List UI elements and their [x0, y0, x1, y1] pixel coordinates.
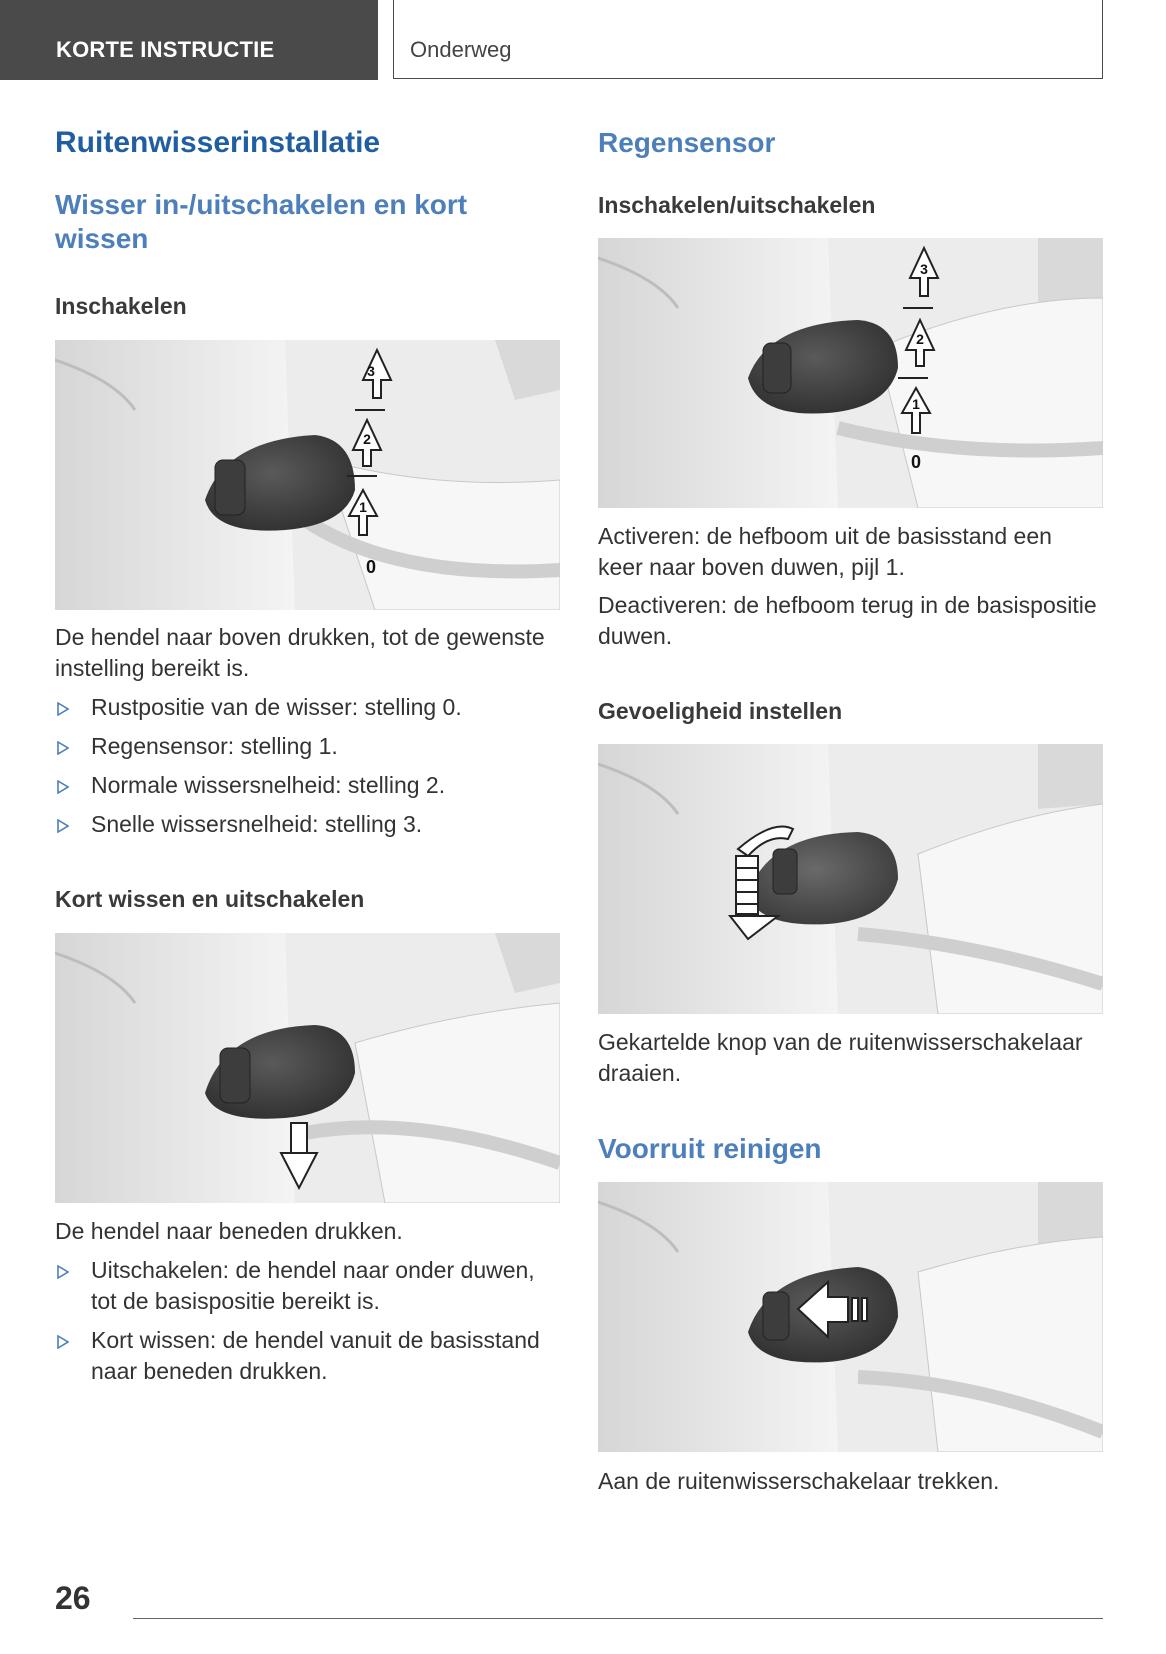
- heading-gevoeligheid: Gevoeligheid instellen: [598, 698, 843, 724]
- fig3-label-0: 0: [910, 452, 922, 472]
- bullet-triangle-icon: [57, 741, 69, 755]
- figure-lever-up-drawing: [55, 340, 560, 610]
- heading-inschakelen-uitschakelen: Inschakelen/uitschakelen: [598, 192, 876, 218]
- fig1-label-1: 1: [359, 499, 367, 515]
- section-tab: [0, 0, 378, 80]
- bullet-triangle-icon: [57, 780, 69, 794]
- regensensor-deactivate-text: Deactiveren: de hefboom terug in de basispositie duwen.: [598, 592, 1097, 649]
- bullet-text: Rustpositie van de wisser: stelling 0.: [91, 694, 462, 720]
- kort-bullets: [55, 1255, 560, 1395]
- figure-rain-sensor-drawing: [598, 238, 1103, 508]
- list-item: [55, 692, 560, 723]
- figure-knurled-knob: [598, 744, 1103, 1014]
- bullet-triangle-icon: [57, 1335, 69, 1349]
- fig3-label-3: 3: [920, 261, 928, 277]
- regensensor-activate-text: Activeren: de hefboom uit de basisstand een keer naar boven duwen, pijl 1.: [598, 523, 1052, 580]
- figure-rain-sensor: [598, 238, 1103, 508]
- list-item: [55, 1255, 560, 1317]
- section-title-wisser: Wisser in-/uitschakelen en kort wissen: [55, 189, 468, 254]
- list-item: [55, 809, 560, 840]
- figure-pull-lever-drawing: [598, 1182, 1103, 1452]
- bullet-text: Kort wissen: de hendel vanuit de basisstand naar beneden drukken.: [91, 1327, 540, 1384]
- inschakelen-text: De hendel naar boven drukken, tot de gewenste instelling bereikt is.: [55, 624, 545, 681]
- fig1-label-0: 0: [365, 557, 377, 577]
- footer-rule: [133, 1618, 1103, 1619]
- figure-knurled-knob-drawing: [598, 744, 1103, 1014]
- fig1-label-3: 3: [367, 363, 375, 379]
- bullet-text: Normale wissersnelheid: stelling 2.: [91, 772, 446, 798]
- page-number: 26: [55, 1580, 91, 1616]
- inschakelen-bullets: [55, 692, 560, 848]
- fig1-label-2: 2: [363, 431, 371, 447]
- heading-inschakelen: Inschakelen: [55, 293, 187, 319]
- fig3-label-1: 1: [912, 396, 920, 412]
- list-item: [55, 1325, 560, 1387]
- fig3-label-2: 2: [916, 331, 924, 347]
- figure-lever-down-drawing: [55, 933, 560, 1203]
- chapter-box: [393, 0, 1103, 79]
- figure-lever-down: [55, 933, 560, 1203]
- bullet-triangle-icon: [57, 819, 69, 833]
- kort-text: De hendel naar beneden drukken.: [55, 1218, 403, 1244]
- section-title-regensensor: Regensensor: [598, 127, 776, 158]
- section-title-voorruit: Voorruit reinigen: [598, 1133, 822, 1164]
- bullet-text: Snelle wissersnelheid: stelling 3.: [91, 811, 423, 837]
- list-item: [55, 770, 560, 801]
- section-label: KORTE INSTRUCTIE: [56, 37, 275, 62]
- chapter-label: Onderweg: [410, 37, 512, 62]
- gevoeligheid-text: Gekartelde knop van de ruitenwisserschakelaar draaien.: [598, 1029, 1083, 1086]
- figure-lever-up: [55, 340, 560, 610]
- bullet-text: Uitschakelen: de hendel naar onder duwen, tot de basispositie bereikt is.: [91, 1257, 535, 1314]
- bullet-triangle-icon: [57, 702, 69, 716]
- bullet-triangle-icon: [57, 1265, 69, 1279]
- page-title: Ruitenwisserinstallatie: [55, 126, 381, 159]
- voorruit-text: Aan de ruitenwisserschakelaar trekken.: [598, 1468, 1000, 1494]
- heading-kort-wissen: Kort wissen en uitschakelen: [55, 886, 365, 912]
- bullet-text: Regensensor: stelling 1.: [91, 733, 338, 759]
- figure-pull-lever: [598, 1182, 1103, 1452]
- list-item: [55, 731, 560, 762]
